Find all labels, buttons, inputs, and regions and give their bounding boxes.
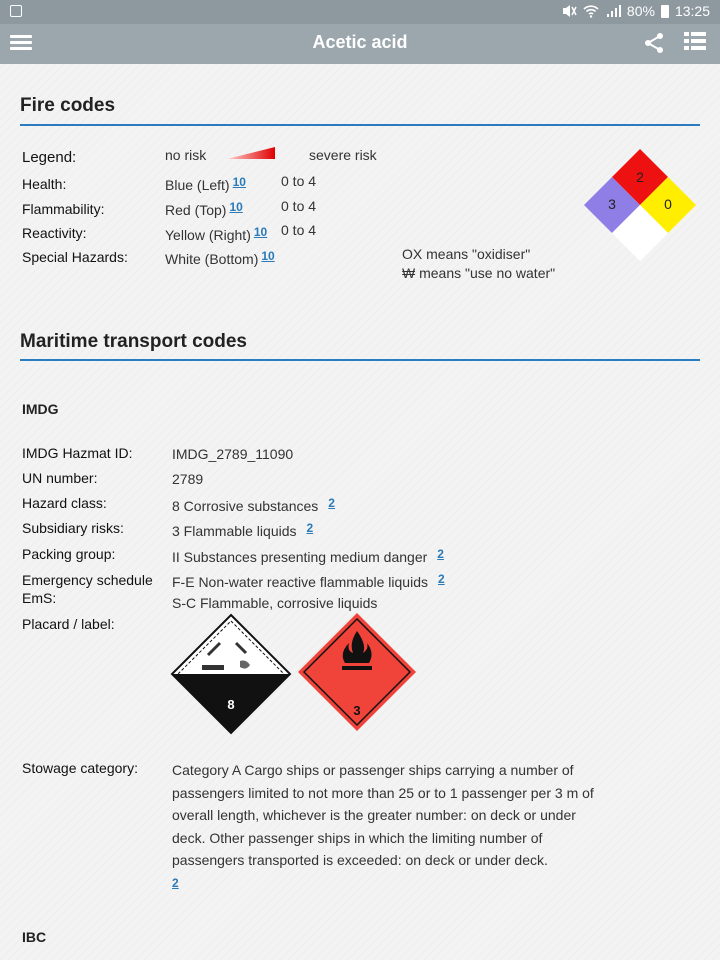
battery-icon <box>661 5 669 18</box>
signal-icon <box>605 4 621 18</box>
corrosive-placard <box>170 613 292 735</box>
nfpa-health-value: 3 <box>608 196 616 212</box>
flammable-placard <box>296 611 418 733</box>
reactivity-label: Reactivity: <box>22 225 87 241</box>
placard-label: Placard / label: <box>22 616 115 632</box>
special-hazards-label: Special Hazards: <box>22 249 128 265</box>
hazard-class-ref-link[interactable]: 2 <box>328 496 335 510</box>
water-note: ₩ means "use no water" <box>402 265 556 281</box>
nfpa-reactivity-value: 0 <box>664 196 672 212</box>
corrosive-class-number: 8 <box>227 697 235 712</box>
wifi-icon <box>583 4 599 18</box>
subsidiary-risks-ref-link[interactable]: 2 <box>306 521 314 535</box>
reactivity-range: 0 to 4 <box>281 222 317 238</box>
stowage-label: Stowage category: <box>22 760 138 776</box>
ox-note: OX means "oxidiser" <box>402 246 531 262</box>
gallery-notification-icon <box>10 5 22 17</box>
packing-group-label: Packing group: <box>22 546 116 562</box>
reactivity-ref-link[interactable]: 10 <box>253 225 268 239</box>
page-title: Acetic acid <box>312 32 408 52</box>
special-hazards-value: White (Bottom) 10 <box>165 249 275 267</box>
battery-percent: 80% <box>626 3 655 19</box>
subsidiary-risks-value: 3 Flammable liquids 2 <box>172 521 314 539</box>
hazmat-id-value: IMDG_2789_11090 <box>172 446 294 462</box>
subsidiary-risks-label: Subsidiary risks: <box>22 520 124 536</box>
maritime-heading: Maritime transport codes <box>20 331 247 352</box>
ems-value-2: S-C Flammable, corrosive liquids <box>172 595 378 611</box>
legend-low: no risk <box>165 147 207 163</box>
flammability-ref-link[interactable]: 10 <box>229 200 243 214</box>
maritime-divider <box>20 359 700 361</box>
fire-codes-divider <box>20 124 700 126</box>
special-hazards-ref-link[interactable]: 10 <box>261 249 275 263</box>
hazmat-id-label: IMDG Hazmat ID: <box>22 445 133 461</box>
legend-label: Legend: <box>22 149 77 166</box>
hazard-class-value: 8 Corrosive substances 2 <box>172 496 335 514</box>
ems-ref-link[interactable]: 2 <box>437 572 445 586</box>
ems-value: F-E Non-water reactive flammable liquids 2 <box>172 572 445 590</box>
packing-group-value: II Substances presenting medium danger 2 <box>172 547 444 565</box>
flammability-label: Flammability: <box>22 201 105 217</box>
list-view-icon[interactable] <box>684 32 706 54</box>
stowage-ref-link[interactable]: 2 <box>172 875 179 890</box>
share-icon[interactable] <box>642 31 666 55</box>
un-number-label: UN number: <box>22 470 98 486</box>
health-label: Health: <box>22 176 67 192</box>
ems-label: Emergency schedule <box>22 572 153 588</box>
stowage-value: Category A Cargo ships or passenger ships carrying a number of passengers limited to not more than 25 or to 1 passenger per 3 m of overall length, whichever is the greater number: on deck or under deck. Other passenger ships in which the limiting number of passengers transported is exceeded: on deck or under deck. 2 <box>172 762 594 890</box>
packing-group-ref-link[interactable]: 2 <box>437 547 444 561</box>
flammable-class-number: 3 <box>353 703 361 718</box>
health-ref-link[interactable]: 10 <box>232 175 246 189</box>
flammability-range: 0 to 4 <box>281 198 317 214</box>
reactivity-value: Yellow (Right) 10 <box>165 225 268 243</box>
mute-icon <box>561 4 577 18</box>
un-number-value: 2789 <box>172 471 204 487</box>
ems-label-2: EmS: <box>22 590 57 606</box>
hazard-class-label: Hazard class: <box>22 495 107 511</box>
nfpa-diamond-graphic <box>582 146 700 264</box>
nfpa-flammability-value: 2 <box>636 169 644 185</box>
ibc-subheading: IBC <box>22 929 47 945</box>
health-value: Blue (Left) 10 <box>165 175 246 193</box>
flammability-value: Red (Top) 10 <box>165 200 243 218</box>
risk-gradient-wedge <box>227 147 275 159</box>
clock: 13:25 <box>674 3 710 19</box>
imdg-subheading: IMDG <box>22 401 59 417</box>
app-bar <box>0 24 720 64</box>
legend-high: severe risk <box>309 147 377 163</box>
status-bar <box>0 0 720 24</box>
nfpa-diamond <box>582 146 700 264</box>
fire-codes-heading: Fire codes <box>20 95 116 116</box>
health-range: 0 to 4 <box>281 173 317 189</box>
